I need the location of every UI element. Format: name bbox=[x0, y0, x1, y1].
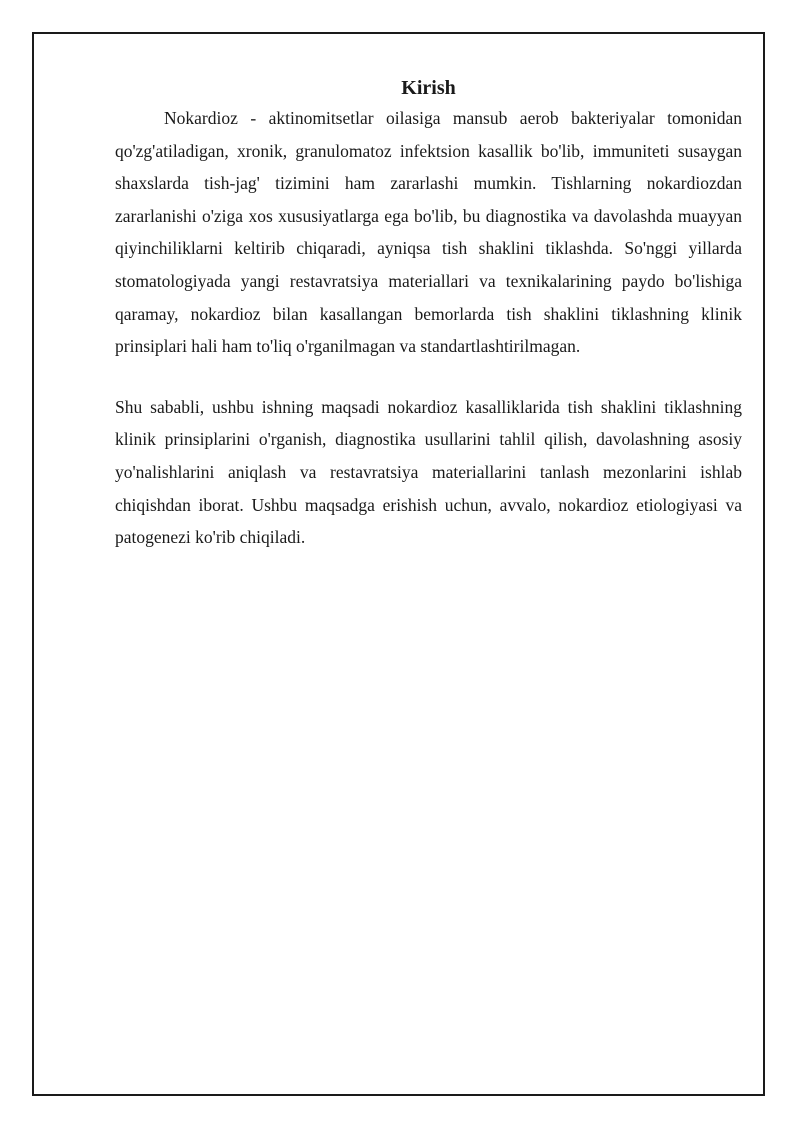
page-content bbox=[115, 74, 742, 554]
paragraph-purpose: Shu sababli, ushbu ishning maqsadi nokardioz kasalliklarida tish shaklini tiklashning klinik prinsiplarini o'rganish, diagnostika usullarini tahlil qilish, davolashning asosiy yo'nalishlarini aniqlash va restavratsiya materiallarini tanlash mezonlarini ishlab chiqishdan iborat. Ushbu maqsadga erishish uchun, avvalo, nokardioz etiologiyasi va patogenezi ko'rib chiqiladi. bbox=[115, 396, 742, 548]
paragraph-intro: Nokardioz - aktinomitsetlar oilasiga mansub aerob bakteriyalar tomonidan qo'zg'atiladigan, xronik, granulomatoz infektsion kasallik bo'lib, immuniteti susaygan shaxslarda tish-jag' tizimini ham zararlashi mumkin. Tishlarning nokardiozdan zararlanishi o'ziga xos xususiyatlarga ega bo'lib, bu diagnostika va davolashda muayyan qiyinchiliklarni keltirib chiqaradi, ayniqsa tish shaklini tiklashda. So'nggi yillarda stomatologiyada yangi restavratsiya materiallari va texnikalarining paydo bo'lishiga qaramay, nokardioz bilan kasallangan bemorlarda tish shaklini tiklashning klinik prinsiplari hali ham to'liq o'rganilmagan va standartlashtirilmagan. bbox=[115, 108, 742, 357]
page-title: Kirish bbox=[401, 77, 456, 99]
